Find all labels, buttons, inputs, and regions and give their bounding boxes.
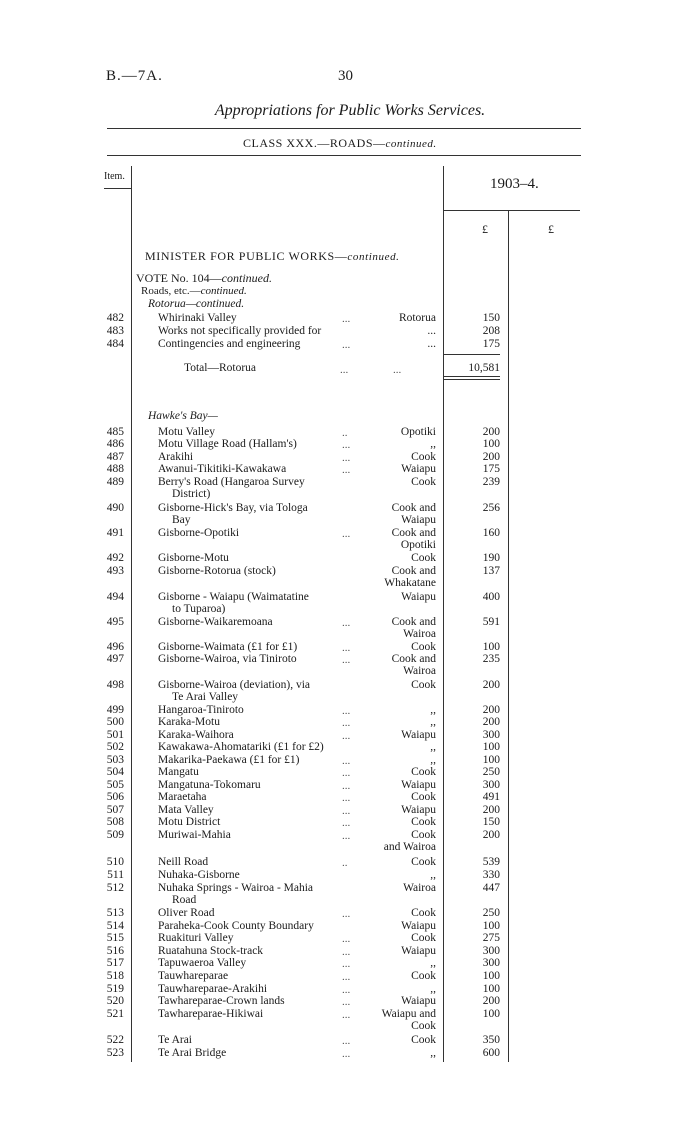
item-description: Neill Road <box>158 856 209 868</box>
item-number: 509 <box>106 829 124 841</box>
item-number: 499 <box>106 704 124 716</box>
total-dots-2: ... <box>393 364 402 376</box>
item-amount: 175 <box>482 463 500 475</box>
table-row <box>0 591 700 615</box>
item-description: Gisborne-Rotorua (stock) <box>158 565 276 577</box>
item-number: 497 <box>106 653 124 665</box>
item-description: Hangaroa-Tiniroto <box>158 704 244 716</box>
item-location: Cook <box>411 791 436 803</box>
item-amount: 275 <box>482 932 500 944</box>
item-location: ,, <box>430 869 436 881</box>
item-location: ... <box>427 338 436 350</box>
item-header-underline <box>104 188 131 189</box>
item-number: 515 <box>106 932 124 944</box>
item-description: Te Arai Bridge <box>158 1047 227 1059</box>
leader-dots: ... <box>342 830 351 842</box>
item-number: 484 <box>106 338 124 350</box>
leader-dots: ... <box>342 984 351 996</box>
table-row <box>0 856 700 869</box>
item-description: Ruakituri Valley <box>158 932 234 944</box>
table-row <box>0 716 700 729</box>
item-number: 498 <box>106 679 124 691</box>
item-column-header: Item. <box>104 171 125 182</box>
item-description: Whirinaki Valley <box>158 312 237 324</box>
item-location: Rotorua <box>398 312 436 324</box>
item-amount: 190 <box>482 552 500 564</box>
item-number: 516 <box>106 945 124 957</box>
item-description: Gisborne-Opotiki <box>158 527 240 539</box>
document-reference: B.—7A. <box>106 68 163 84</box>
table-row <box>0 476 700 500</box>
item-location: Opotiki <box>400 426 436 438</box>
leader-dots: ... <box>342 767 351 779</box>
item-location: ,, <box>430 1047 436 1059</box>
item-amount: 160 <box>482 527 500 539</box>
item-location: Cook and <box>391 565 436 577</box>
item-number: 514 <box>106 920 124 932</box>
item-amount: 250 <box>482 766 500 778</box>
total-label: Total—Rotorua <box>184 362 257 374</box>
item-location: Waiapu <box>401 920 436 932</box>
item-description: Kawakawa-Ahomatariki (£1 for £2) <box>158 741 324 753</box>
table-row <box>0 616 700 640</box>
table-row <box>0 338 700 351</box>
item-amount: 200 <box>482 704 500 716</box>
item-location: ... <box>427 325 436 337</box>
year-column-header: 1903–4. <box>490 176 539 192</box>
item-location: Cook <box>411 1034 436 1046</box>
leader-dots: ... <box>342 908 351 920</box>
leader-dots: ... <box>342 946 351 958</box>
item-location: Cook <box>411 970 436 982</box>
leader-dots: ... <box>342 705 351 717</box>
item-location: Waiapu <box>401 945 436 957</box>
table-row <box>0 907 700 920</box>
item-amount: 235 <box>482 653 500 665</box>
item-location: Cook <box>411 932 436 944</box>
item-number: 505 <box>106 779 124 791</box>
page-title: Appropriations for Public Works Services. <box>214 102 486 119</box>
item-location: ,, <box>430 438 436 450</box>
item-location: Cook and <box>391 527 436 539</box>
leader-dots: ... <box>342 464 351 476</box>
leader-dots: ... <box>342 642 351 654</box>
item-description: Nuhaka Springs - Wairoa - Mahia <box>158 882 314 894</box>
table-row <box>0 438 700 451</box>
item-number: 490 <box>106 502 124 514</box>
item-amount: 200 <box>482 716 500 728</box>
leader-dots: .. <box>342 427 348 439</box>
item-number: 521 <box>106 1008 124 1020</box>
item-amount: 350 <box>482 1034 500 1046</box>
item-location: Cook and <box>391 653 436 665</box>
total-rule-bottom-1 <box>444 376 500 377</box>
item-number: 492 <box>106 552 124 564</box>
table-row <box>0 829 700 853</box>
item-description: Oliver Road <box>158 907 215 919</box>
item-number: 487 <box>106 451 124 463</box>
item-amount: 100 <box>482 438 500 450</box>
item-amount: 330 <box>482 869 500 881</box>
table-row <box>0 502 700 526</box>
item-number: 495 <box>106 616 124 628</box>
item-amount: 447 <box>482 882 500 894</box>
total-rule-top <box>444 354 500 355</box>
item-location: ,, <box>430 741 436 753</box>
leader-dots: ... <box>342 617 351 629</box>
item-location: Cook <box>411 856 436 868</box>
item-amount: 300 <box>482 945 500 957</box>
item-amount: 137 <box>482 565 500 577</box>
item-number: 493 <box>106 565 124 577</box>
item-number: 483 <box>106 325 124 337</box>
table-row <box>0 970 700 983</box>
item-location: Waiapu <box>401 591 436 603</box>
item-description: Motu District <box>158 816 221 828</box>
item-location: Cook <box>411 816 436 828</box>
total-dots-1: ... <box>340 364 349 376</box>
item-number: 507 <box>106 804 124 816</box>
item-amount: 400 <box>482 591 500 603</box>
item-number: 512 <box>106 882 124 894</box>
item-description: Gisborne-Waimata (£1 for £1) <box>158 641 298 653</box>
leader-dots: ... <box>342 1009 351 1021</box>
item-location-continued: Whakatane <box>384 577 436 589</box>
item-description: Motu Valley <box>158 426 215 438</box>
item-amount: 591 <box>482 616 500 628</box>
leader-dots: ... <box>342 971 351 983</box>
item-number: 486 <box>106 438 124 450</box>
item-location: Waiapu <box>401 729 436 741</box>
minister-heading: MINISTER FOR PUBLIC WORKS—continued. <box>145 249 400 263</box>
pound-header-1: £ <box>482 222 488 236</box>
header-rule-bottom <box>107 155 581 156</box>
item-number: 522 <box>106 1034 124 1046</box>
leader-dots: ... <box>342 755 351 767</box>
table-row <box>0 869 700 882</box>
table-row <box>0 816 700 829</box>
leader-dots: ... <box>342 817 351 829</box>
item-description: Tauwhareparae-Arakihi <box>158 983 268 995</box>
item-location: Waiapu and <box>381 1008 436 1020</box>
table-row <box>0 1047 700 1060</box>
item-description-continued: Te Arai Valley <box>172 691 239 703</box>
table-row <box>0 527 700 551</box>
item-description: Nuhaka-Gisborne <box>158 869 240 881</box>
item-description: Contingencies and engineering <box>158 338 301 350</box>
item-location: Cook <box>411 679 436 691</box>
item-location: Cook <box>411 476 436 488</box>
item-amount: 250 <box>482 907 500 919</box>
item-amount: 600 <box>482 1047 500 1059</box>
item-description: Mangatu <box>158 766 199 778</box>
item-location-continued: Wairoa <box>403 665 436 677</box>
item-number: 508 <box>106 816 124 828</box>
table-row <box>0 791 700 804</box>
item-description: Makarika-Paekawa (£1 for £1) <box>158 754 300 766</box>
item-description: Muriwai-Mahia <box>158 829 231 841</box>
item-location-continued: Wairoa <box>403 628 436 640</box>
table-row <box>0 957 700 970</box>
item-description-continued: Road <box>172 894 197 906</box>
item-location: ,, <box>430 716 436 728</box>
item-description-continued: to Tuparoa) <box>172 603 226 615</box>
table-row <box>0 932 700 945</box>
item-location: Wairoa <box>403 882 436 894</box>
header-rule-top <box>107 128 581 129</box>
leader-dots: .. <box>342 857 348 869</box>
item-description: Gisborne-Waikaremoana <box>158 616 273 628</box>
table-row <box>0 679 700 703</box>
item-location: Cook <box>411 907 436 919</box>
pound-header-2: £ <box>548 222 554 236</box>
hawkes-bay-heading: Hawke's Bay— <box>148 410 218 422</box>
item-amount: 200 <box>482 426 500 438</box>
item-location: Cook <box>411 829 436 841</box>
item-number: 482 <box>106 312 124 324</box>
item-amount: 100 <box>482 1008 500 1020</box>
item-location: Waiapu <box>401 463 436 475</box>
item-description: Ruatahuna Stock-track <box>158 945 264 957</box>
year-header-underline <box>444 210 580 211</box>
leader-dots: ... <box>342 1048 351 1060</box>
item-amount: 200 <box>482 829 500 841</box>
item-description: Gisborne-Wairoa (deviation), via <box>158 679 311 691</box>
item-location: Cook <box>411 641 436 653</box>
total-rule-bottom-2 <box>444 379 500 380</box>
leader-dots: ... <box>342 439 351 451</box>
leader-dots: ... <box>342 805 351 817</box>
item-amount: 200 <box>482 679 500 691</box>
item-number: 517 <box>106 957 124 969</box>
item-number: 510 <box>106 856 124 868</box>
item-number: 488 <box>106 463 124 475</box>
item-location: ,, <box>430 704 436 716</box>
item-location: Cook and <box>391 502 436 514</box>
item-description: Berry's Road (Hangaroa Survey <box>158 476 305 488</box>
item-amount: 150 <box>482 816 500 828</box>
class-subtitle: CLASS XXX.—ROADS—continued. <box>243 136 437 150</box>
item-description: Gisborne-Motu <box>158 552 229 564</box>
item-location: Waiapu <box>401 804 436 816</box>
item-location-continued: Waiapu <box>401 514 436 526</box>
item-location: Waiapu <box>401 779 436 791</box>
leader-dots: ... <box>342 792 351 804</box>
item-description: Paraheka-Cook County Boundary <box>158 920 314 932</box>
item-location: Cook <box>411 766 436 778</box>
item-number: 523 <box>106 1047 124 1059</box>
item-number: 496 <box>106 641 124 653</box>
item-description: Karaka-Motu <box>158 716 220 728</box>
table-row <box>0 766 700 779</box>
item-description: Awanui-Tikitiki-Kawakawa <box>158 463 287 475</box>
item-description: Mangatuna-Tokomaru <box>158 779 261 791</box>
item-location: ,, <box>430 983 436 995</box>
item-number: 502 <box>106 741 124 753</box>
vote-heading: VOTE No. 104—continued. <box>136 271 272 285</box>
table-row <box>0 325 700 338</box>
leader-dots: ... <box>342 313 351 325</box>
item-description: Gisborne-Wairoa, via Tiniroto <box>158 653 297 665</box>
leader-dots: ... <box>342 452 351 464</box>
item-location: ,, <box>430 754 436 766</box>
item-number: 520 <box>106 995 124 1007</box>
item-number: 489 <box>106 476 124 488</box>
item-location-continued: Cook <box>411 1020 436 1032</box>
item-description: Karaka-Waihora <box>158 729 234 741</box>
leader-dots: ... <box>342 958 351 970</box>
total-amount: 10,581 <box>468 362 500 374</box>
leader-dots: ... <box>342 996 351 1008</box>
item-description: Arakihi <box>158 451 194 463</box>
leader-dots: ... <box>342 654 351 666</box>
item-amount: 300 <box>482 957 500 969</box>
item-amount: 100 <box>482 741 500 753</box>
item-description-continued: District) <box>172 488 211 500</box>
item-amount: 175 <box>482 338 500 350</box>
item-amount: 239 <box>482 476 500 488</box>
table-row <box>0 995 700 1008</box>
item-number: 485 <box>106 426 124 438</box>
item-location: Cook <box>411 552 436 564</box>
item-number: 506 <box>106 791 124 803</box>
item-amount: 150 <box>482 312 500 324</box>
leader-dots: ... <box>342 528 351 540</box>
leader-dots: ... <box>342 933 351 945</box>
item-amount: 200 <box>482 451 500 463</box>
item-location-continued: and Wairoa <box>383 841 436 853</box>
table-row <box>0 653 700 677</box>
item-number: 518 <box>106 970 124 982</box>
item-number: 501 <box>106 729 124 741</box>
item-amount: 200 <box>482 804 500 816</box>
leader-dots: ... <box>342 1035 351 1047</box>
item-description: Gisborne-Hick's Bay, via Tologa <box>158 502 308 514</box>
item-amount: 539 <box>482 856 500 868</box>
item-number: 503 <box>106 754 124 766</box>
item-amount: 100 <box>482 983 500 995</box>
table-row <box>0 552 700 565</box>
item-description-continued: Bay <box>172 514 191 526</box>
item-number: 519 <box>106 983 124 995</box>
item-location: Cook and <box>391 616 436 628</box>
item-description: Gisborne - Waiapu (Waimatatine <box>158 591 309 603</box>
item-amount: 300 <box>482 729 500 741</box>
item-number: 504 <box>106 766 124 778</box>
rotorua-heading: Rotorua—continued. <box>148 298 245 310</box>
item-description: Maraetaha <box>158 791 207 803</box>
leader-dots: ... <box>342 717 351 729</box>
item-description: Works not specifically provided for <box>158 325 322 337</box>
item-amount: 100 <box>482 641 500 653</box>
roads-heading: Roads, etc.—continued. <box>141 285 247 297</box>
table-row <box>0 741 700 754</box>
item-amount: 491 <box>482 791 500 803</box>
item-description: Tawhareparae-Crown lands <box>158 995 285 1007</box>
item-description: Tawhareparae-Hikiwai <box>158 1008 264 1020</box>
item-location: Cook <box>411 451 436 463</box>
item-number: 513 <box>106 907 124 919</box>
table-row <box>0 565 700 589</box>
item-number: 491 <box>106 527 124 539</box>
item-description: Tauwhareparae <box>158 970 229 982</box>
item-location: Waiapu <box>401 995 436 1007</box>
table-row <box>0 312 700 325</box>
item-amount: 300 <box>482 779 500 791</box>
item-amount: 100 <box>482 754 500 766</box>
item-description: Mata Valley <box>158 804 214 816</box>
item-amount: 256 <box>482 502 500 514</box>
item-location-continued: Opotiki <box>400 539 436 551</box>
item-description: Tapuwaeroa Valley <box>158 957 247 969</box>
item-description: Te Arai <box>158 1034 193 1046</box>
item-location: ,, <box>430 957 436 969</box>
leader-dots: ... <box>342 730 351 742</box>
page-number: 30 <box>338 68 353 84</box>
item-amount: 100 <box>482 970 500 982</box>
item-number: 511 <box>107 869 124 881</box>
table-row <box>0 1008 700 1032</box>
table-row <box>0 1034 700 1047</box>
item-description: Motu Village Road (Hallam's) <box>158 438 297 450</box>
item-number: 500 <box>106 716 124 728</box>
item-amount: 200 <box>482 995 500 1007</box>
table-row <box>0 463 700 476</box>
item-amount: 208 <box>482 325 500 337</box>
item-number: 494 <box>106 591 124 603</box>
leader-dots: ... <box>342 780 351 792</box>
table-row <box>0 882 700 906</box>
leader-dots: ... <box>342 339 351 351</box>
item-amount: 100 <box>482 920 500 932</box>
